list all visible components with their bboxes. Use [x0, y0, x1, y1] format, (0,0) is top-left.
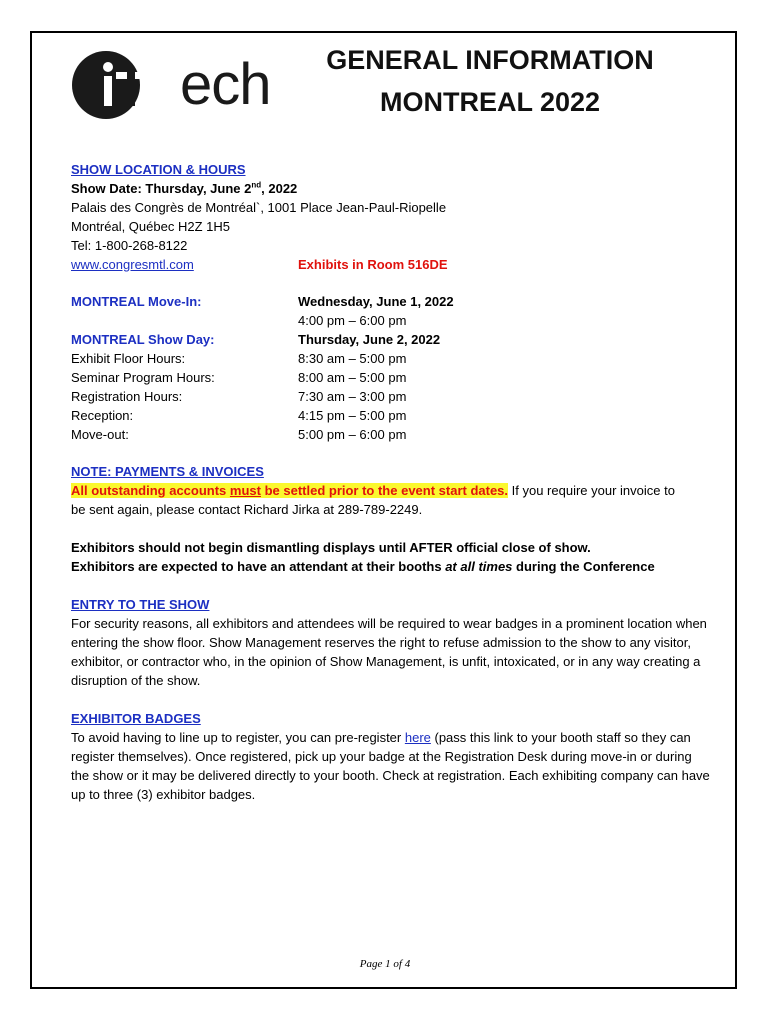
- venue-website-link[interactable]: www.congresmtl.com: [71, 257, 194, 272]
- entry-body: For security reasons, all exhibitors and attendees will be required to wear badges in a prominent location when entering the show floor. Show Management reserves the right to refuse admission to the show to any visitor, exhibitor, or contractor who, in the opinion of Show Management, is unfit, intoxicated, or in any way creating a disruption of the show.: [71, 616, 707, 688]
- attendant-notice: Exhibitors are expected to have an attendant at their booths at all times during the Conference: [71, 559, 655, 574]
- hours-row-time: 4:15 pm – 5:00 pm: [298, 408, 407, 423]
- section-heading-badges[interactable]: EXHIBITOR BADGES: [71, 711, 201, 726]
- show-day-date: Thursday, June 2, 2022: [298, 332, 441, 347]
- payments-notice-line: All outstanding accounts must be settled prior to the event start dates. If you require your invoice to: [71, 483, 675, 498]
- section-heading-payments[interactable]: NOTE: PAYMENTS & INVOICES: [71, 464, 264, 479]
- show-day-label: MONTREAL Show Day:: [71, 332, 215, 347]
- page-subtitle: MONTREAL 2022: [379, 87, 601, 117]
- dismantle-notice: Exhibitors should not begin dismantling displays until AFTER official close of show.: [71, 540, 591, 555]
- hours-row-time: 8:30 am – 5:00 pm: [298, 351, 407, 366]
- venue-phone: Tel: 1-800-268-8122: [71, 238, 188, 253]
- hours-row-time: 7:30 am – 3:00 pm: [298, 389, 407, 404]
- hours-row-label: Seminar Program Hours:: [71, 370, 215, 385]
- hours-row-label: Reception:: [71, 408, 134, 423]
- section-heading-location[interactable]: SHOW LOCATION & HOURS: [71, 162, 246, 177]
- move-in-date: Wednesday, June 1, 2022: [298, 294, 454, 309]
- pre-register-link[interactable]: here: [404, 730, 431, 745]
- hours-row-label: Registration Hours:: [71, 389, 183, 404]
- hours-row-time: 8:00 am – 5:00 pm: [298, 370, 407, 385]
- itech-logo: [70, 50, 271, 120]
- page-number: Page 1 of 4: [359, 958, 411, 970]
- hours-row-label: Move-out:: [71, 427, 129, 442]
- move-in-time: 4:00 pm – 6:00 pm: [298, 313, 407, 328]
- section-heading-entry[interactable]: ENTRY TO THE SHOW: [71, 597, 210, 612]
- exhibit-room: Exhibits in Room 516DE: [298, 257, 448, 272]
- logo-wordmark: ech: [180, 52, 271, 117]
- hours-row-label: Exhibit Floor Hours:: [71, 351, 186, 366]
- venue-city: Montréal, Québec H2Z 1H5: [71, 219, 230, 234]
- payments-contact-line: be sent again, please contact Richard Jirka at 289-789-2249.: [71, 502, 423, 517]
- venue-address: Palais des Congrès de Montréal`, 1001 Place Jean-Paul-Riopelle: [71, 200, 447, 215]
- badges-body: To avoid having to line up to register, you can pre-register here (pass this link to your booth staff so they can register themselves). Once registered, pick up your badge at the Registration Desk during move-in or during the show or it may be delivered directly to your booth. Check at registration. Each exhibiting company can have up to three (3) exhibitor badges.: [71, 730, 710, 802]
- show-date: Show Date: Thursday, June 2nd, 2022: [71, 180, 298, 196]
- page-title: GENERAL INFORMATION: [326, 45, 654, 75]
- hours-row-time: 5:00 pm – 6:00 pm: [298, 427, 407, 442]
- move-in-label: MONTREAL Move-In:: [71, 294, 202, 309]
